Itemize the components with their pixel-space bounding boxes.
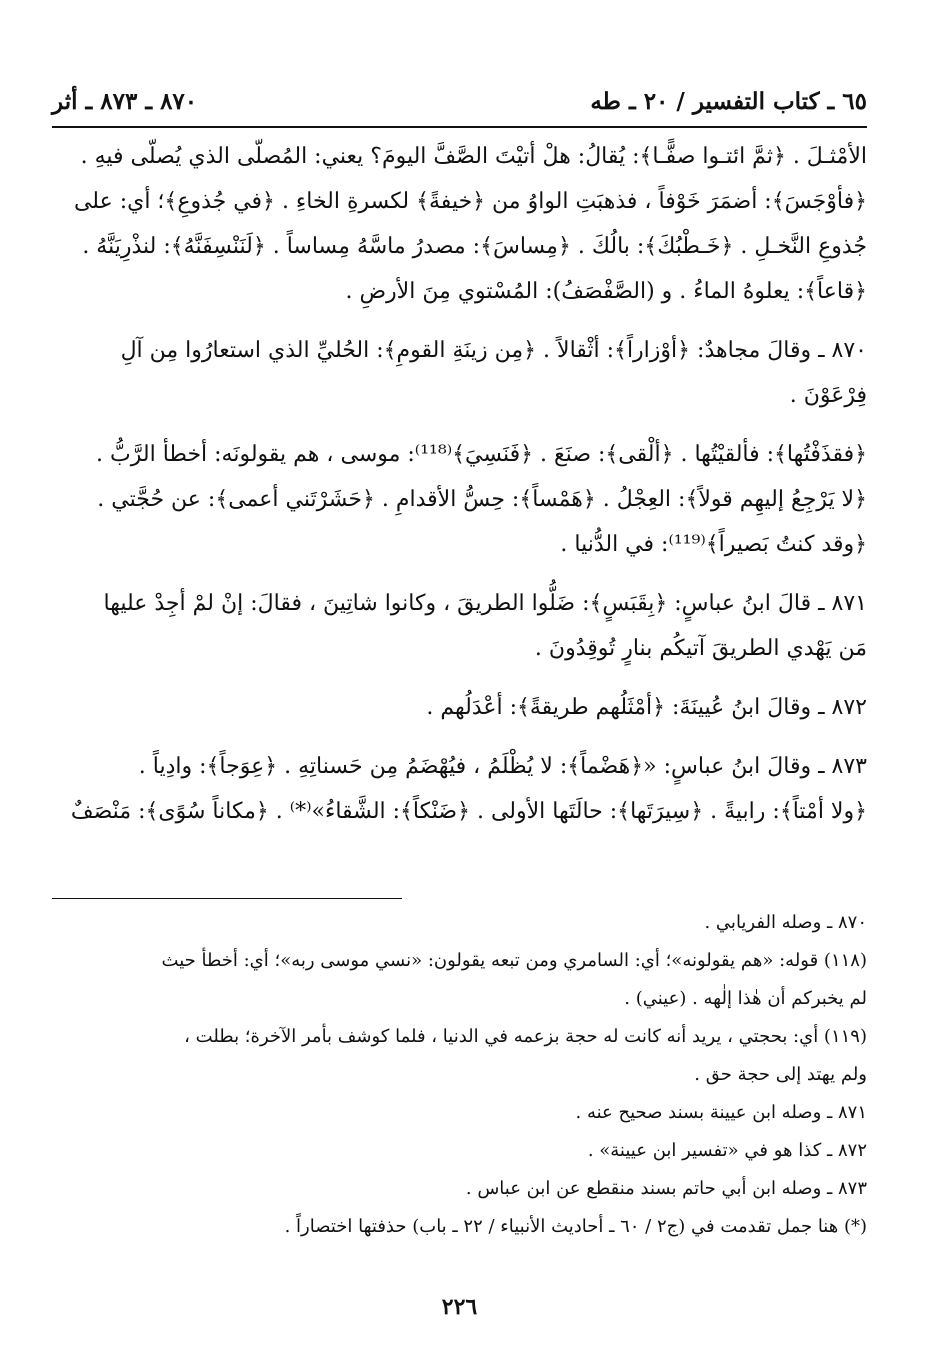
footnote-line: (١١٨) قوله: «هم يقولونه»؛ أي: السامري ومن تبعه يقولون: «نسي موسى ربه»؛ أي: أخطأ حيث [161,950,867,971]
text-line: ﴿فقذَفْتُها﴾: فألقيْتُها . ﴿ألْقى﴾: صنَعَ . ﴿فَنَسِيَ﴾⁽¹¹⁸⁾: موسى ، هم يقولونَه: أخطأ الرَّبُّ . [96,442,867,467]
footnote-line: ٨٧٠ ـ وصله الفريابي . [704,912,867,933]
text-line: ٨٧٣ ـ وقالَ ابنُ عباسٍ: «﴿هَضْماً﴾: لا يُظْلَمُ ، فيُهْضَمُ مِن حَسناتِهِ . ﴿عِوَجاً﴾: وادِياً . [138,754,867,779]
footnote-line: لم يخبركم أن هٰذا إلٰهه . (عيني) . [624,988,867,1009]
footnote-line: (*) هنا جمل تقدمت في (ج٢ / ٦٠ ـ أحاديث الأنبياء / ٢٢ ـ باب) حذفتها اختصاراً . [284,1216,867,1237]
text-line: ﴿فأوْجَسَ﴾: أضمَرَ خَوْفاً ، فذهبَتِ الواوُ من ﴿خيفةً﴾ لكسرةِ الخاءِ . ﴿في جُذوعِ﴾؛ أي: على [73,189,867,214]
header-title: ٦٥ ـ كتاب التفسير / ٢٠ ـ طه [590,88,867,115]
text-line: ﴿لا يَرْجِعُ إليهِم قولاً﴾: العِجْلُ . ﴿هَمْساً﴾: حِسُّ الأقدامِ . ﴿حَشَرْتَني أعمى﴾: عن حُجَّتي . [97,487,867,512]
running-header [52,86,867,128]
text-line: ﴿ولا أمْتاً﴾: رابيةً . ﴿سِيرَتَها﴾: حالَتَها الأولى . ﴿ضَنْكاً﴾: الشَّقاءُ»⁽*⁾ . ﴿مكاناً سُوًى﴾: مَنْصَفٌ [70,799,867,824]
footnote-divider [52,898,402,899]
text-line: ﴿قاعاً﴾: يعلوهُ الماءُ . و (الصَّفْصَفُ): المُسْتوي مِنَ الأرضِ . [345,279,867,304]
page-number: ٢٢٦ [441,1294,478,1320]
footnote-line: ٨٧٢ ـ كذا هو في «تفسير ابن عيينة» . [587,1140,867,1161]
text-line: فِرْعَوْنَ . [789,383,867,408]
main-text [52,134,867,834]
book-page [52,86,867,1336]
text-line: جُذوعِ النَّخـلِ . ﴿خَـطْبُكَ﴾: بالُكَ . ﴿مِساسَ﴾: مصدرُ ماسَّهُ مِساساً . ﴿لَنَنْسِفَنَّهُ﴾: لنذْرِيَنَّهُ . [82,234,867,259]
header-range: ٨٧٠ ـ ٨٧٣ ـ أثر [52,88,198,115]
text-line: الأمْثـلَ . ﴿ثمَّ ائتـوا صفًّـا﴾: يُقالُ: هلْ أتيْتَ الصَّفَّ اليومَ؟ يعني: المُصلّى الذي يُصلّى فيهِ . [80,144,867,169]
text-line: ٨٧١ ـ قالَ ابنُ عباسٍ: ﴿بِقَبَسٍ﴾: ضَلُّوا الطريقَ ، وكانوا شاتِينَ ، فقالَ: إنْ لمْ أجِدْ عليها [103,591,867,616]
text-line: مَن يَهْدي الطريقَ آتيكُم بنارٍ تُوقِدُونَ . [534,636,867,661]
text-line: ٨٧٠ ـ وقالَ مجاهدٌ: ﴿أوْزاراً﴾: أثْقالاً . ﴿مِن زينَةِ القومِ﴾: الحُليِّ الذي استعارُوا مِن آلِ [120,338,867,363]
footnote-line: ٨٧١ ـ وصله ابن عيينة بسند صحيح عنه . [575,1102,867,1123]
text-line: ٨٧٢ ـ وقالَ ابنُ عُيينَةَ: ﴿أمْثَلُهم طريقةً﴾: أعْدَلُهم . [426,695,867,720]
footnote-line: ولم يهتد إلى حجة حق . [694,1064,867,1085]
footnote-line: (١١٩) أي: بحجتي ، يريد أنه كانت له حجة بزعمه في الدنيا ، فلما كوشف بأمر الآخرة؛ بطلت ، [184,1026,867,1047]
footnotes [52,904,867,1246]
text-line: ﴿وقد كنتُ بَصيراً﴾⁽¹¹⁹⁾: في الدُّنيا . [560,532,867,557]
footnote-line: ٨٧٣ ـ وصله ابن أبي حاتم بسند منقطع عن ابن عباس . [465,1178,867,1199]
